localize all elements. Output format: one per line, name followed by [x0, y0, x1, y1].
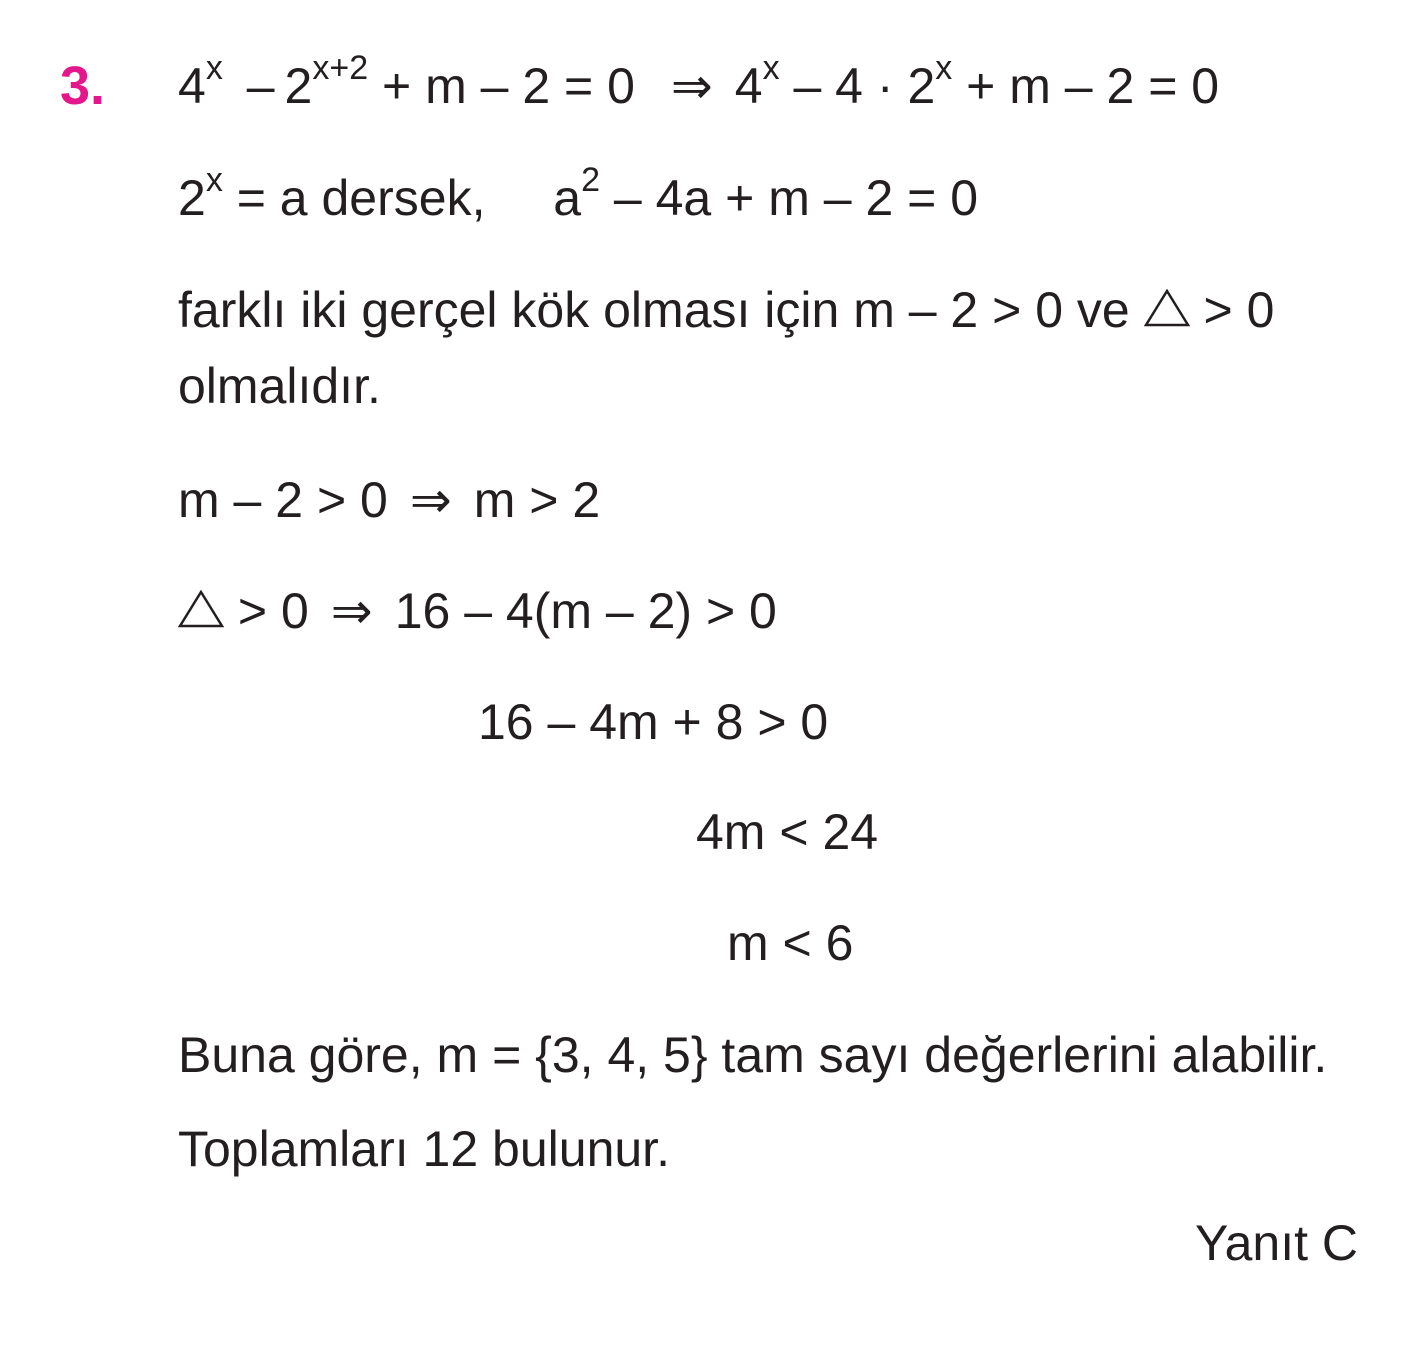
- equation-line-1: $4^x - 2^{x+2} + m - 2 = 0$ ⇒ $4^x - 4 \cdot 2^x + m - 2 = 0$: [178, 49, 1220, 114]
- step-simplify: 4m < 24: [696, 804, 879, 860]
- inequality-delta: > 0 ⇒ 16 – 4(m – 2) > 0: [178, 581, 777, 641]
- triangle-delta-icon: [178, 590, 224, 628]
- step-expand: 16 – 4m + 8 > 0: [478, 694, 829, 750]
- answer-label: Yanıt C: [1194, 1215, 1358, 1271]
- conclusion-line: Buna göre, m = {3, 4, 5} tam sayı değerlerini alabilir.: [178, 1027, 1328, 1083]
- inequality-m: m – 2 > 0 ⇒ m > 2: [178, 472, 601, 528]
- triangle-delta-icon: [1144, 289, 1190, 327]
- substitution-line: $2^x = a$ dersek, $a^2 - 4a + m - 2 = 0$: [178, 161, 979, 226]
- sum-line: Toplamları 12 bulunur.: [178, 1121, 670, 1177]
- condition-line-cont: olmalıdır.: [178, 358, 381, 414]
- condition-line: farklı iki gerçel kök olması için m – 2 > 0 ve > 0: [178, 282, 1275, 338]
- problem-number: 3.: [60, 56, 106, 116]
- step-result: m < 6: [727, 915, 854, 971]
